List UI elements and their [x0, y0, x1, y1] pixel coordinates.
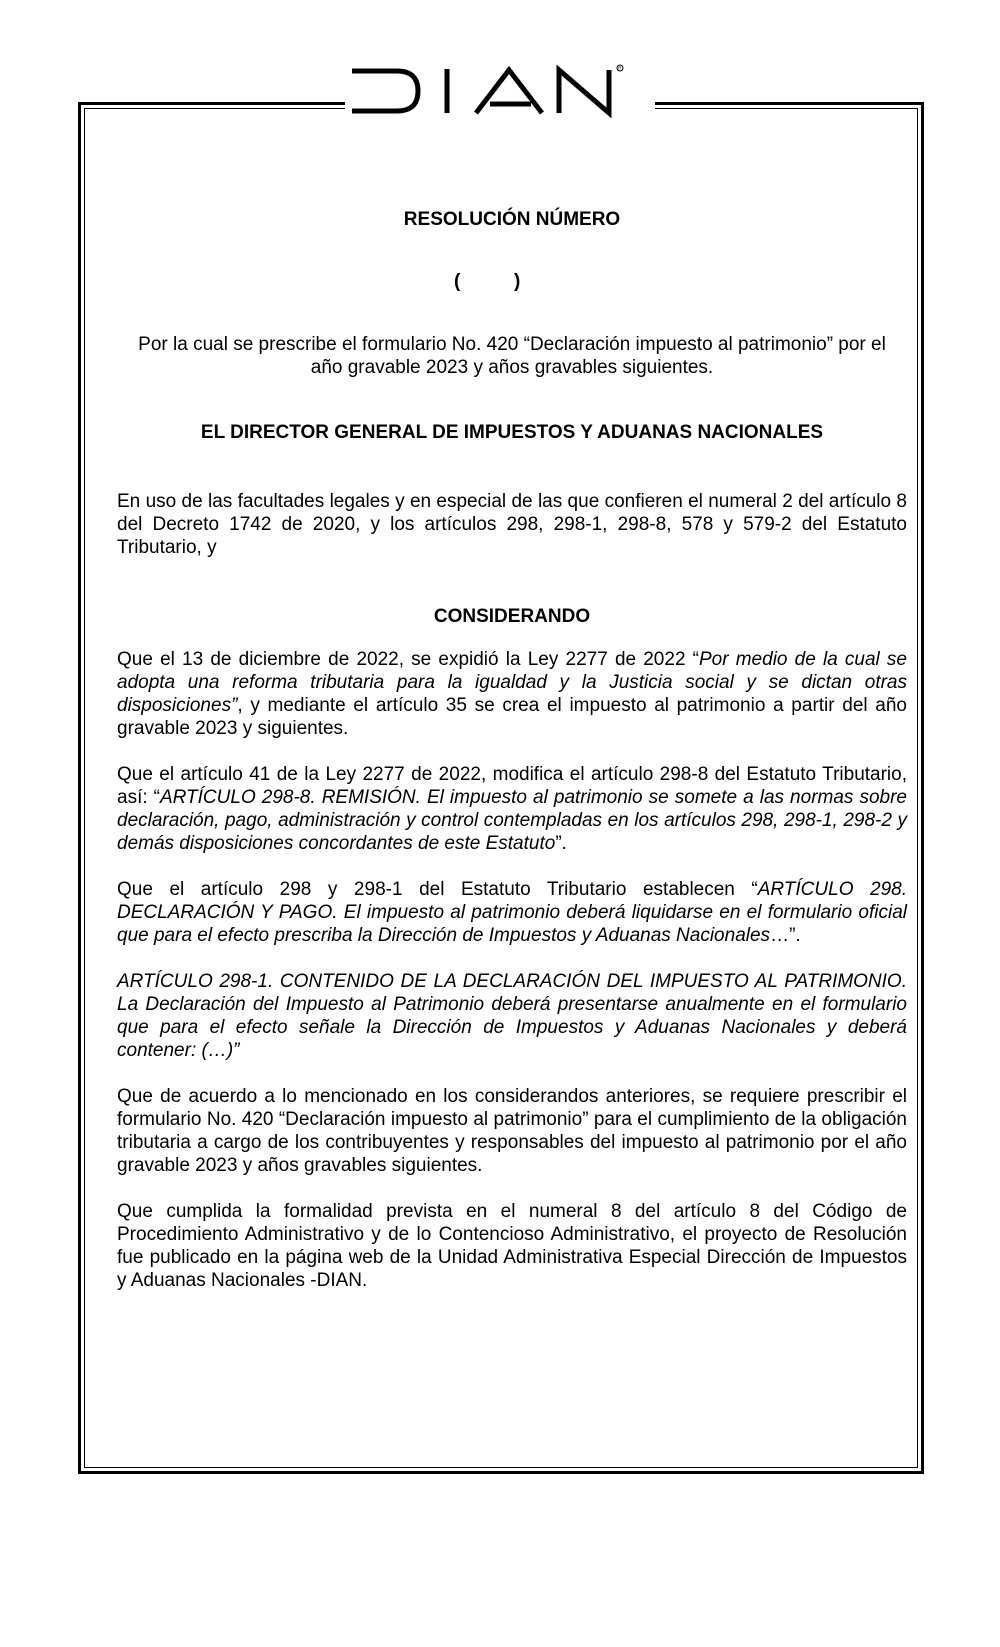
- considerando-paragraph-2: [117, 763, 907, 855]
- resolution-title: RESOLUCIÓN NÚMERO: [403, 209, 621, 230]
- considerando-paragraph-1: [117, 648, 907, 740]
- issuing-authority: EL DIRECTOR GENERAL DE IMPUESTOS Y ADUANAS NACIONALES: [200, 422, 824, 443]
- considerando-heading: CONSIDERANDO: [433, 606, 591, 627]
- dian-logo-graphic: [345, 64, 655, 118]
- svg-text:R: R: [618, 65, 622, 71]
- p3-text-c: …”.: [770, 925, 801, 946]
- p2-text-c: ”.: [555, 833, 567, 854]
- considerando-paragraph-4: [117, 970, 907, 1062]
- p1-text-a: Que el 13 de diciembre de 2022, se expidió la Ley 2277 de 2022 “: [117, 649, 699, 670]
- considerando-paragraph-5: Que de acuerdo a lo mencionado en los considerandos anteriores, se requiere prescribir el formulario No. 420 “Declaración impuesto al patrimonio” para el cumplimiento de la obligación tributaria a cargo de los contribuyentes y responsables del impuesto al patrimonio por el año gravable 2023 y años gravables siguientes.: [117, 1086, 907, 1176]
- p1-text-c: , y mediante el artículo 35 se crea el impuesto al patrimonio a partir del año gravable 2023 y siguientes.: [117, 695, 907, 739]
- p2-article-quote: ARTÍCULO 298-8. REMISIÓN. El impuesto al patrimonio se somete a las normas sobre declaración, pago, administración y control contempladas en los artículos 298, 298-1, 298-2 y demás disposiciones concordantes de este Estatuto: [117, 787, 907, 854]
- considerando-paragraph-6: Que cumplida la formalidad prevista en el numeral 8 del artículo 8 del Código de Procedimiento Administrativo y de lo Contencioso Administrativo, el proyecto de Resolución fue publicado en la página web de la Unidad Administrativa Especial Dirección de Impuestos y Aduanas Nacionales -DIAN.: [117, 1201, 907, 1291]
- resolution-number: [117, 270, 907, 293]
- number-close-paren: ): [514, 271, 521, 292]
- document-body: [117, 208, 907, 1292]
- p3-article-quote: ARTÍCULO 298. DECLARACIÓN Y PAGO. El impuesto al patrimonio deberá liquidarse en el formulario oficial que para el efecto prescriba la Dirección de Impuestos y Aduanas Nacionales: [117, 879, 907, 946]
- p1-law-title: Por medio de la cual se adopta una reforma tributaria para la igualdad y la Justicia social y se dictan otras disposiciones”: [117, 649, 907, 716]
- resolution-subject: Por la cual se prescribe el formulario No. 420 “Declaración impuesto al patrimonio” por el año gravable 2023 y años gravables siguientes.: [138, 334, 886, 378]
- legal-faculties: En uso de las facultades legales y en especial de las que confieren el numeral 2 del artículo 8 del Decreto 1742 de 2020, y los artículos 298, 298-1, 298-8, 578 y 579-2 del Estatuto Tributario, y: [117, 491, 907, 558]
- dian-logo: [345, 64, 655, 118]
- p3-text-a: Que el artículo 298 y 298-1 del Estatuto Tributario establecen “: [117, 879, 758, 900]
- considerando-paragraph-3: [117, 878, 907, 947]
- p4-article-quote: ARTÍCULO 298-1. CONTENIDO DE LA DECLARACIÓN DEL IMPUESTO AL PATRIMONIO. La Declaración del Impuesto al Patrimonio deberá presentarse anualmente en el formulario que para el efecto señale la Dirección de Impuestos y Aduanas Nacionales y deberá contener: (…)”: [117, 971, 907, 1061]
- number-open-paren: (: [454, 271, 461, 292]
- p2-text-a: Que el artículo 41 de la Ley 2277 de 2022, modifica el artículo 298-8 del Estatuto Tributario, así: “: [117, 764, 907, 808]
